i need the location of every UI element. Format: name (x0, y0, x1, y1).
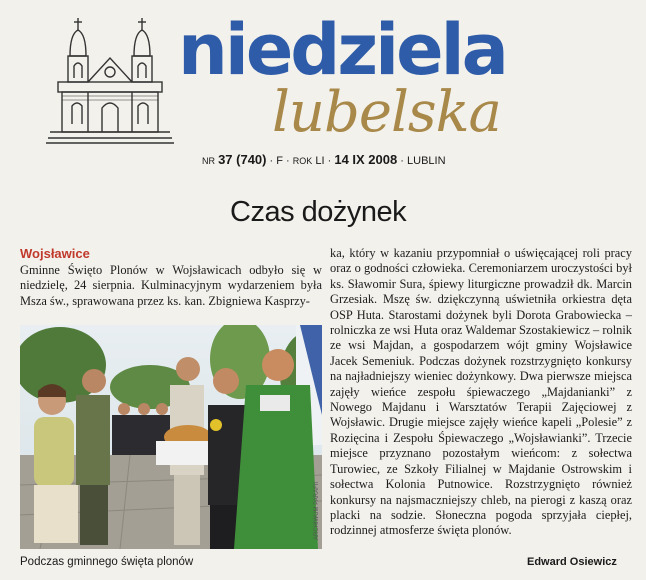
article-author: Edward Osiewicz (527, 556, 617, 568)
issue-separator: · F · (269, 155, 290, 167)
photo-caption: Podczas gminnego święta plonów (20, 556, 194, 568)
article-body-column (330, 246, 632, 539)
article-lead-column (20, 246, 322, 309)
year-value: LI (315, 155, 325, 167)
church-logo-icon (44, 12, 194, 162)
issue-city: · LUBLIN (400, 155, 446, 167)
brand-title: niedziela (178, 9, 506, 91)
article-body: ka, który w kazaniu przypomniał o uświęcającej roli pracy oraz o godności człowieka. Ceremoniarzem uroczystości był ks. Sławomir Sura, śpiewy liturgiczne prowadził dk. Marcin Grzesiak. Mszę św. dziękczynną uświetniła orkiestra dęta OSP Huta. Starostami dożynek byli Dorota Grabowiecka – rolniczka ze wsi Huta oraz Waldemar Szostakiewicz – rolnik ze wsi Majdan, a gospodarzem wójt gminy Wojsławice Jacek Semeniuk. Podczas dożynek rozstrzygnięto konkursy na najładniejszy wieniec dożynkowy. Dwa pierwsze miejsca zajęły wieńce zespołu śpiewaczego „Majdanianki” z Nowego Majdanu i Warsztatów Terapii Zajęciowej z Wojsławic. Drugie miejsce zajęły wieńce kapeli „Polesie” z Rozięcina i Zespołu Śpiewaczego „Wojsławianki”. Trzecie miejsce przyznano pozostałym wieńcom: z sołectwa Turowiec, ze Szkoły Filialnej w Majdanie Ostrowskim i sołectwa Kolonia Putnowice. Rozstrzygnięto również konkursy na najsmaczniejszy chleb, na pierogi z kaszą oraz placki na sodzie. Słoneczna pogoda sprzyjała ciepłej, rodzinnej atmosferze święta plonów. (330, 246, 632, 538)
article-kicker: Wojsławice (20, 246, 90, 261)
photo-credit (314, 481, 324, 544)
issue-separator-dot: · (327, 155, 332, 167)
issue-nr-label: NR (202, 156, 215, 166)
brand-subtitle: lubelska (272, 80, 501, 145)
issue-info (202, 152, 446, 167)
issue-nr: 37 (740) (218, 152, 267, 167)
article-photo (20, 325, 322, 549)
article-lead: Gminne Święto Plonów w Wojsławicach odbyło się w niedzielę, 24 sierpnia. Kulminacyjnym wydarzeniem była Msza św., sprawowana przez ks. kan. Zbigniewa Kasprzy- (20, 263, 322, 308)
issue-date: 14 IX 2008 (334, 152, 398, 167)
article-title: Czas dożynek (230, 196, 407, 228)
photo-credit-text: ARCHIWUM PARAFII (314, 481, 321, 541)
background-bleed-left (0, 182, 40, 242)
harvest-festival-photo (20, 325, 322, 549)
year-label: ROK (292, 156, 313, 166)
